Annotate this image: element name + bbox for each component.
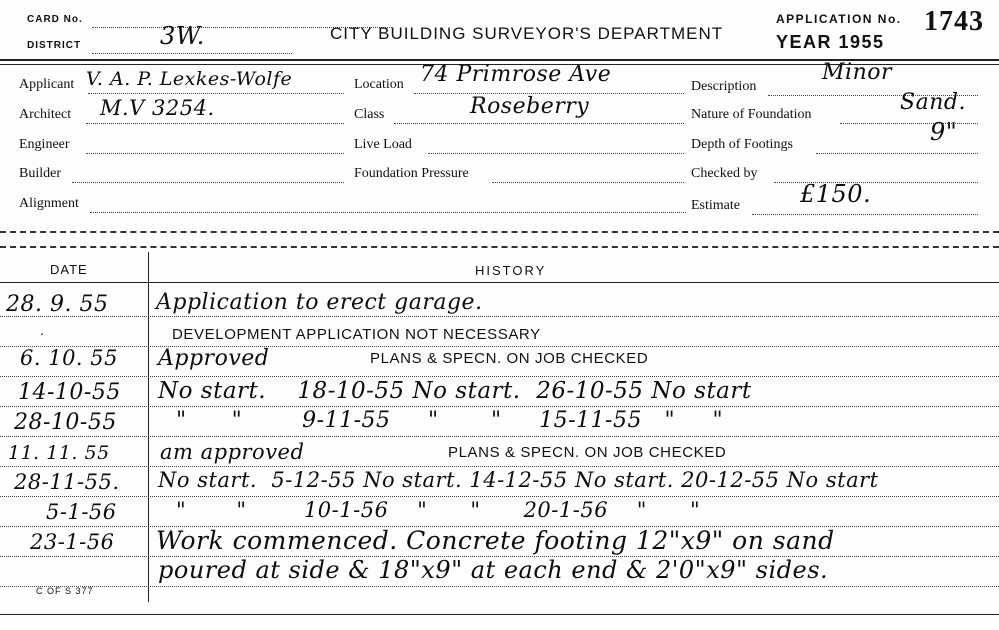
- history-entry: poured at side & 18"x9" at each end & 2'0"x9" sides.: [158, 556, 829, 584]
- nature-of-foundation-value: Sand.: [900, 90, 966, 115]
- card-bottom-rule: [0, 614, 999, 615]
- applicant-value: V. A. P. Lexkes-Wolfe: [86, 68, 293, 90]
- application-no-label: APPLICATION No.: [776, 12, 902, 26]
- history-date: 28-10-55: [14, 410, 117, 435]
- row-line: [0, 346, 999, 347]
- history-date: 28. 9. 55: [6, 292, 109, 317]
- description-value: Minor: [822, 60, 892, 85]
- alignment-line: [90, 212, 686, 213]
- estimate-line: [752, 214, 978, 215]
- history-date: 11. 11. 55: [8, 442, 110, 464]
- live-load-line: [428, 153, 684, 154]
- application-number: 1743: [924, 6, 984, 37]
- estimate-value: £150.: [800, 180, 872, 208]
- row-line: [0, 316, 999, 317]
- location-value: 74 Primrose Ave: [420, 62, 612, 87]
- history-date: 28-11-55.: [14, 470, 120, 494]
- history-entry: " " 9-11-55 " " 15-11-55 " ": [176, 408, 724, 433]
- estimate-label: Estimate: [691, 198, 740, 213]
- class-line: [394, 123, 684, 124]
- builder-line: [72, 182, 344, 183]
- history-entry: " " 10-1-56 " " 20-1-56 " ": [176, 498, 701, 522]
- district-line: [92, 53, 292, 54]
- applicant-line: [88, 93, 344, 94]
- row-line: [0, 586, 999, 587]
- history-date: .: [40, 322, 44, 338]
- district-value: 3W.: [160, 22, 205, 50]
- architect-line: [86, 123, 344, 124]
- fields-separator-top: [0, 231, 999, 233]
- history-entry: Work commenced. Concrete footing 12"x9" on sand: [156, 526, 835, 555]
- history-entry: No start. 5-12-55 No start. 14-12-55 No start. 20-12-55 No start: [158, 468, 879, 492]
- fields-separator-bottom: [0, 246, 999, 248]
- live-load-label: Live Load: [354, 137, 412, 152]
- history-entry: No start. 18-10-55 No start. 26-10-55 No start: [158, 378, 752, 404]
- builder-label: Builder: [19, 166, 61, 181]
- plans-checked-stamp: PLANS & SPECN. ON JOB CHECKED: [448, 444, 727, 461]
- department-title: CITY BUILDING SURVEYOR'S DEPARTMENT: [330, 24, 724, 43]
- history-date: 23-1-56: [30, 530, 115, 554]
- history-entry: Application to erect garage.: [156, 290, 483, 315]
- date-column-divider: [148, 252, 149, 602]
- depth-of-footings-value: 9": [930, 118, 958, 146]
- history-date: 6. 10. 55: [20, 346, 119, 370]
- form-code: C OF S 377: [36, 586, 94, 596]
- row-line: [0, 406, 999, 407]
- engineer-line: [86, 153, 344, 154]
- class-value: Roseberry: [470, 94, 590, 119]
- foundation-pressure-label: Foundation Pressure: [354, 166, 469, 181]
- depth-of-footings-line: [816, 153, 978, 154]
- row-line: [0, 436, 999, 437]
- plans-checked-stamp: PLANS & SPECN. ON JOB CHECKED: [370, 350, 649, 367]
- row-line: [0, 496, 999, 497]
- date-header: DATE: [50, 262, 88, 277]
- district-label: DISTRICT: [27, 40, 82, 51]
- depth-of-footings-label: Depth of Footings: [691, 137, 793, 152]
- row-line: [0, 376, 999, 377]
- applicant-label: Applicant: [19, 77, 75, 92]
- history-entry: Approved: [158, 346, 270, 371]
- engineer-label: Engineer: [19, 137, 70, 152]
- row-line: [0, 466, 999, 467]
- history-entry: am approved: [160, 440, 305, 464]
- class-label: Class: [354, 107, 385, 122]
- architect-value: M.V 3254.: [100, 96, 215, 120]
- development-stamp: DEVELOPMENT APPLICATION NOT NECESSARY: [172, 326, 541, 343]
- history-header: HISTORY: [475, 263, 547, 278]
- alignment-label: Alignment: [19, 196, 79, 211]
- history-date: 5-1-56: [46, 500, 117, 524]
- history-header-rule: [0, 282, 999, 283]
- checked-by-label: Checked by: [691, 166, 758, 181]
- location-label: Location: [354, 77, 404, 92]
- history-date: 14-10-55: [18, 380, 121, 405]
- nature-of-foundation-label: Nature of Foundation: [691, 107, 812, 122]
- architect-label: Architect: [19, 107, 72, 122]
- card-no-label: CARD No.: [27, 14, 83, 25]
- description-label: Description: [691, 79, 757, 94]
- foundation-pressure-line: [492, 182, 684, 183]
- application-year: YEAR 1955: [776, 32, 885, 52]
